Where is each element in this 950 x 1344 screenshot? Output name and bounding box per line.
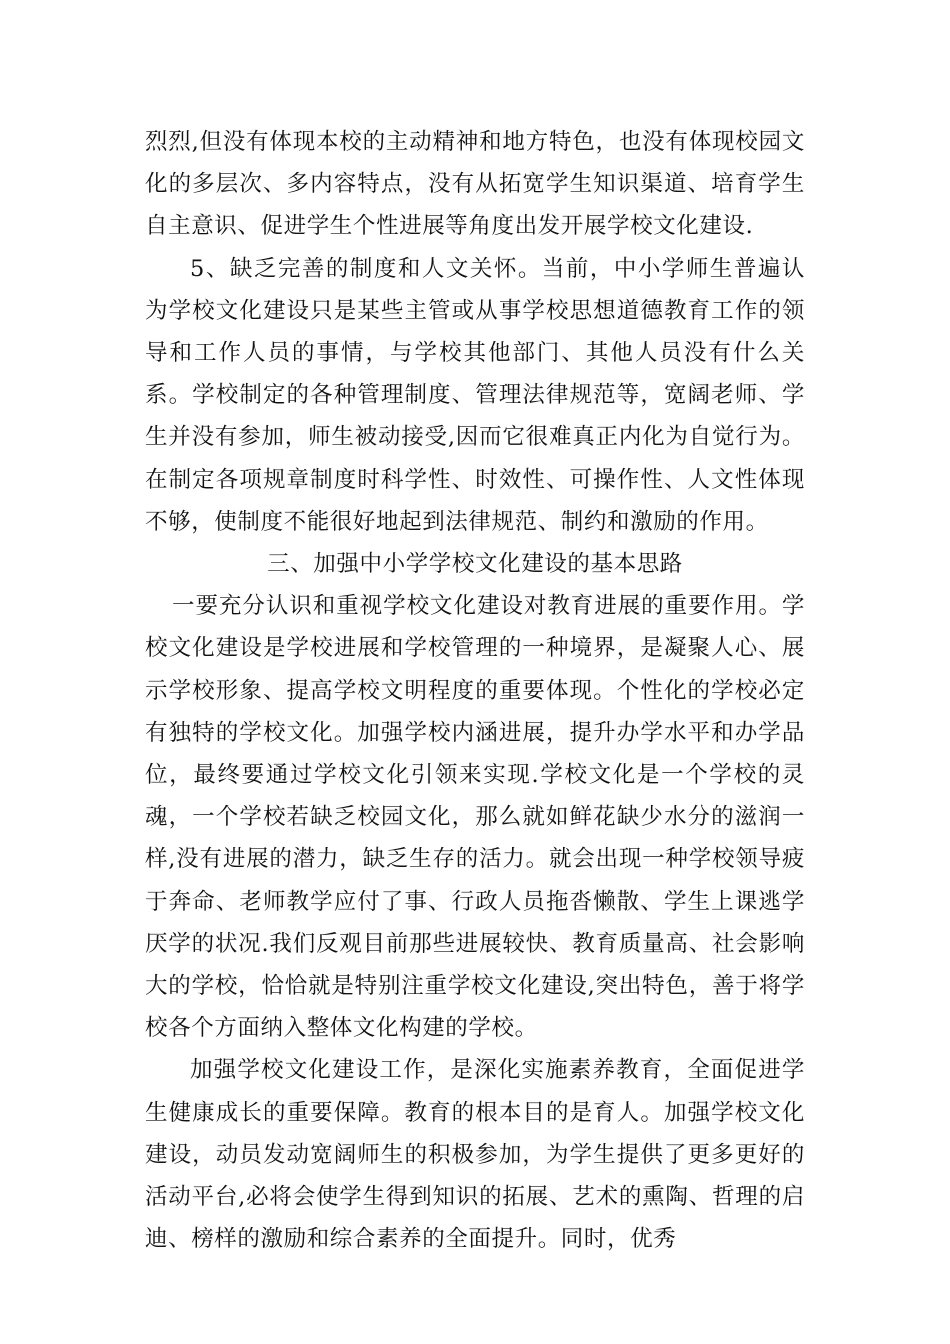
paragraph-continuation: 烈烈,但没有体现本校的主动精神和地方特色，也没有体现校园文化的多层次、多内容特点，没有从拓宽学生知识渠道、培育学生自主意识、促进学生个性进展等角度出发开展学校文化建设. <box>145 129 805 240</box>
paragraph-importance: 一要充分认识和重视学校文化建设对教育进展的重要作用。学校文化建设是学校进展和学校管理的一种境界，是凝聚人心、展示学校形象、提高学校文明程度的重要体现。个性化的学校必定有独特的学校文化。加强学校内涵进展，提升办学水平和办学品位，最终要通过学校文化引领来实现.学校文化是一个学校的灵魂，一个学校若缺乏校园文化，那么就如鲜花缺少水分的滋润一样,没有进展的潜力，缺乏生存的活力。就会出现一种学校领导疲于奔命、老师教学应付了事、行政人员拖沓懒散、学生上课逃学厌学的状况.我们反观目前那些进展较快、教育质量高、社会影响大的学校，恰恰就是特别注重学校文化建设,突出特色，善于将学校各个方面纳入整体文化构建的学校。 <box>145 593 805 1042</box>
paragraph-quality-education: 加强学校文化建设工作，是深化实施素养教育，全面促进学生健康成长的重要保障。教育的根本目的是育人。加强学校文化建设，动员发动宽阔师生的积极参加，为学生提供了更多更好的活动平台,必将会使学生得到知识的拓展、艺术的熏陶、哲理的启迪、榜样的激励和综合素养的全面提升。同时，优秀 <box>145 1057 805 1253</box>
section-heading: 三、加强中小学学校文化建设的基本思路 <box>267 551 683 578</box>
body-text <box>145 121 805 1260</box>
paragraph-institution-care: 5、缺乏完善的制度和人文关怀。当前，中小学师生普遍认为学校文化建设只是某些主管或从事学校思想道德教育工作的领导和工作人员的事情，与学校其他部门、其他人员没有什么关系。学校制定的各种管理制度、管理法律规范等，宽阔老师、学生并没有参加，师生被动接受,因而它很难真正内化为自觉行为。在制定各项规章制度时科学性、时效性、可操作性、人文性体现不够，使制度不能很好地起到法律规范、制约和激励的作用。 <box>145 255 805 535</box>
